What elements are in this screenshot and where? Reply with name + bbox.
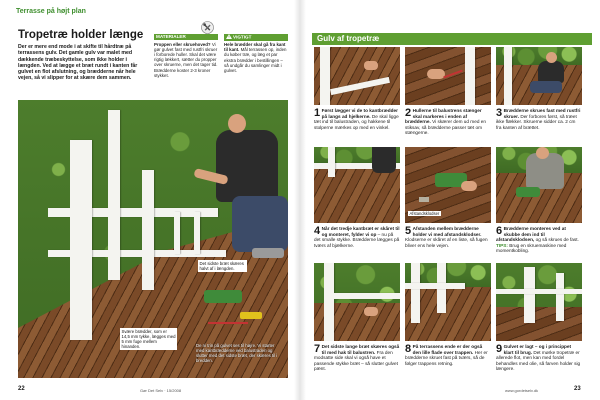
- step-lead: Når det tredje kantbræt er skåret til og monteret, fylder vi op: [321, 226, 400, 237]
- railing-baluster: [194, 212, 200, 254]
- step-1-caption: [314, 108, 400, 130]
- footer-website: www.gordetselv.dk: [505, 388, 539, 393]
- worker-shoe: [252, 248, 284, 258]
- step-6-caption: [496, 226, 582, 254]
- worker-jeans: [232, 196, 288, 252]
- step-number: 7: [314, 343, 321, 355]
- article-title: Tropetræ holder længe: [18, 29, 144, 41]
- spacers-label: Afstandsklodser: [409, 211, 440, 216]
- worker-head: [536, 147, 549, 159]
- railing-post: [411, 263, 420, 323]
- main-photo: [18, 100, 288, 378]
- railing-post: [524, 267, 535, 323]
- hand: [427, 69, 445, 79]
- hand: [364, 307, 378, 316]
- worker-head: [228, 114, 246, 133]
- step-lead: Først lægger vi de to kantbrædder på langs ad hjelkerne.: [321, 108, 398, 119]
- railing-post: [328, 147, 335, 177]
- worker-jeans: [530, 81, 562, 93]
- edge-board: [330, 77, 390, 95]
- step-8-caption: [405, 344, 491, 366]
- important-lead: Hele brædder skal gå fra kant til kant.: [224, 42, 286, 53]
- section-header: Terrasse på højt plan: [16, 8, 86, 15]
- step-number: 6: [496, 225, 503, 237]
- article-intro: Der er mere end mode i at skifte til hårdtræ på terrassens gulv. Det gamle gulv var malet med dækkende træbeskyttelse, som ikke holder i længden. Ved at lægge et bræt rundt i kanten får gulvet en flot afslutning, og brædderne når hele vejen, så vi slipper for at skære dem sammen.: [18, 44, 138, 82]
- step-text: Fra den modsatte side skal vi også have et passende stykke bræt – så slutter gulvet pænt.: [314, 349, 398, 372]
- materials-text: Vi gør gulvet fast med rustfri skruer i forborede huller. Skal det være rigtig lækkert, sætter du propper over skruerne, men det tager tid. Brædderne koster 2-3 kroner stykket.: [154, 41, 218, 78]
- step-5-caption: [405, 226, 491, 248]
- materials-label: MATERIALER: [154, 34, 218, 40]
- railing-baluster: [174, 212, 180, 254]
- hand: [461, 181, 477, 191]
- railing-post: [108, 110, 120, 280]
- railing-post: [556, 273, 564, 321]
- step-7-photo: [314, 263, 400, 341]
- railing-post: [320, 47, 330, 105]
- step-text: Der forbores først, så træet ikke flækker. Skruerne sidder ca. 2 cm fra kanten af brættet.: [496, 113, 577, 130]
- step-lead: Hullerne til balustrens stænger skal markeres i enden af brædderne.: [405, 108, 482, 125]
- step-8-photo: [405, 263, 491, 341]
- step-number: 2: [405, 107, 412, 119]
- step-lead: Afstanden mellem brædderne holder vi med afstandsklodser.: [412, 226, 482, 237]
- step-9-photo: [496, 263, 582, 341]
- railing-rail: [496, 289, 582, 294]
- power-tool: [204, 290, 242, 303]
- railing-post: [504, 47, 512, 105]
- railing-post: [142, 170, 154, 290]
- step-number: 1: [314, 107, 321, 119]
- step-text: – nu på det smalle stykke. Brædderne lægges på tværs af bjælkerne.: [314, 231, 400, 248]
- materials-lead: Proppen eller skruehoved?: [154, 41, 211, 47]
- step-lead: Brædderne skrues fast med rustfri skruer.: [503, 108, 581, 119]
- power-tool: [516, 187, 540, 197]
- railing-post: [70, 140, 92, 340]
- step-7-caption: [314, 344, 400, 372]
- step-3-photo: [496, 47, 582, 105]
- step-text: De skal ligge tæt ind til balustraden, og hakkene til stolperne mærkes op med en vinkel.: [314, 113, 399, 130]
- deck-boards: [496, 307, 582, 341]
- page-number-left: 22: [18, 386, 25, 392]
- step-4-photo: [314, 147, 400, 223]
- worker-head: [546, 52, 557, 63]
- page-number-right: 23: [574, 386, 581, 392]
- step-1-photo: [314, 47, 400, 105]
- tape-measure: [240, 312, 262, 319]
- step-9-caption: [496, 344, 582, 372]
- photo-caption-last-board: Det sidste bræt skæres halvt af i længden.: [198, 260, 247, 272]
- step-text: Her er brædderne skruet fast på tværs, så de følger trappens retning.: [405, 349, 488, 366]
- hand: [364, 61, 378, 70]
- step-6-photo: [496, 147, 582, 223]
- step-number: 8: [405, 343, 412, 355]
- railing-post: [324, 263, 334, 341]
- footer-magazine: Gør Det Selv · 15/2008: [140, 388, 182, 393]
- page-gutter: [294, 0, 306, 400]
- step-lead: På terrassens ende er der også den lille flade over trappen.: [412, 344, 483, 355]
- important-label-bar: [224, 34, 288, 41]
- worker-torso: [372, 147, 396, 173]
- step-4-caption: [314, 226, 400, 248]
- pencil: [443, 70, 462, 79]
- step-text: og så skrues de fast.: [534, 237, 579, 243]
- worker-torso: [538, 61, 564, 83]
- important-label: VIGTIGT: [233, 34, 252, 40]
- spacer-block: [419, 197, 429, 202]
- important-box: [224, 34, 288, 73]
- tip-text: Brug en skruemaskine med momentkobling.: [496, 242, 567, 254]
- step-number: 3: [496, 107, 503, 119]
- railing-rail: [334, 293, 400, 299]
- pencil: [208, 322, 248, 324]
- railing-rail: [405, 283, 465, 289]
- step-text: Klodserne er skåret af en liste, så fugen bliver ens hele vejen.: [405, 237, 488, 248]
- step-number: 9: [496, 343, 503, 355]
- tools-icon: [201, 21, 214, 34]
- materials-box: [154, 34, 218, 78]
- right-header-title: Gulv af tropetræ: [317, 34, 380, 43]
- step-number: 5: [405, 225, 412, 237]
- step-lead: Det sidste lange bræt skæres også til med hak til balustren.: [321, 344, 400, 355]
- step-text: Vi skærer dem ud med en stiksav, så brædderne passer tæt om stængerne.: [405, 119, 486, 136]
- important-text: Mål terrassen op, inden du køber træ, og læg et par ekstra brædder i bestillingen – så undgår du samlinger midt i gulvet.: [224, 47, 287, 74]
- step-5-photo: [405, 147, 491, 223]
- photo-caption-boards: Svære brædder, som er 14,5 mm tykke, lægges med 5 mm fuge mellem hinanden.: [121, 329, 176, 349]
- step-text: Det mørke tropetræ er allerede flot, men kan med fordel behandles med olie, så farven holder sig længere.: [496, 349, 581, 372]
- step-lead: Gulvet er lagt – og i princippet klart til brug.: [503, 344, 572, 355]
- step-2-caption: [405, 108, 491, 136]
- warning-icon: [226, 34, 232, 39]
- step-3-caption: [496, 108, 582, 130]
- worker-torso: [216, 130, 278, 202]
- step-lead: Brædderne monteres ved at skubbe dem ind til afstandsklodsen,: [496, 226, 566, 243]
- step-number: 4: [314, 225, 321, 237]
- railing-post: [465, 47, 475, 105]
- tip-label: TIPS:: [496, 242, 508, 248]
- photo-caption-steps-note: De ni trin på gulvet ses til højre. Vi starter med kantbrædderne ved balustraden og slutter med det sidste bræt, der skæres til i bredden.: [196, 343, 278, 363]
- step-2-photo: [405, 47, 491, 105]
